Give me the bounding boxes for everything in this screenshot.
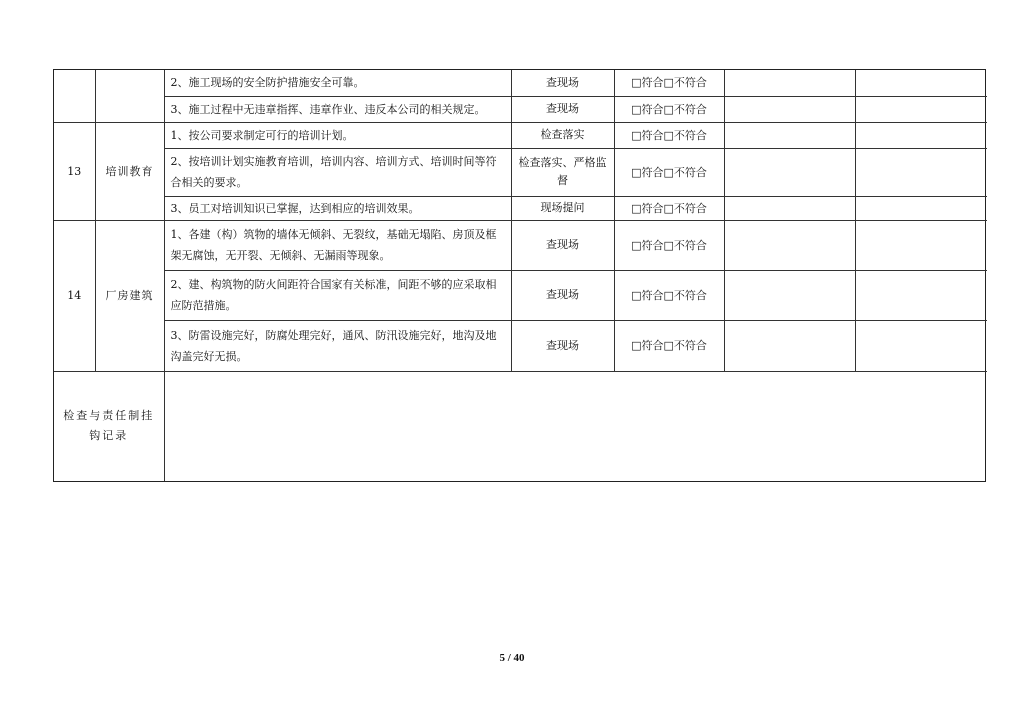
- table-row: [54, 196, 987, 220]
- blank-cell: [855, 96, 987, 122]
- record-label: 检查与责任制挂钩记录: [54, 371, 164, 481]
- record-row: [54, 371, 987, 481]
- blank-cell: [855, 270, 987, 320]
- page-number: 5 / 40: [499, 652, 525, 664]
- result-cell[interactable]: □符合□不符合: [614, 122, 724, 148]
- method-cell: 查现场: [511, 220, 614, 270]
- blank-cell: [855, 148, 987, 196]
- blank-cell: [855, 196, 987, 220]
- blank-cell: [855, 70, 987, 96]
- table-row: [54, 320, 987, 371]
- method-cell: 现场提问: [511, 196, 614, 220]
- result-cell[interactable]: □符合□不符合: [614, 320, 724, 371]
- item-number: 14: [54, 220, 95, 371]
- blank-cell: [724, 270, 855, 320]
- table-row: [54, 70, 987, 96]
- result-cell[interactable]: □符合□不符合: [614, 96, 724, 122]
- blank-cell: [724, 320, 855, 371]
- blank-cell: [724, 220, 855, 270]
- blank-cell: [855, 220, 987, 270]
- method-cell: 查现场: [511, 70, 614, 96]
- blank-cell: [724, 70, 855, 96]
- number-cell-empty: [54, 70, 95, 122]
- blank-cell: [855, 320, 987, 371]
- item-number: 13: [54, 122, 95, 220]
- blank-cell: [855, 122, 987, 148]
- blank-cell: [724, 96, 855, 122]
- content-cell: 2、按培训计划实施教育培训，培训内容、培训方式、培训时间等符合相关的要求。: [164, 148, 511, 196]
- method-cell: 检查落实: [511, 122, 614, 148]
- item-name: 厂房建筑: [95, 220, 164, 371]
- content-cell: 1、按公司要求制定可行的培训计划。: [164, 122, 511, 148]
- result-cell[interactable]: □符合□不符合: [614, 196, 724, 220]
- method-cell: 查现场: [511, 96, 614, 122]
- result-cell[interactable]: □符合□不符合: [614, 220, 724, 270]
- result-cell[interactable]: □符合□不符合: [614, 70, 724, 96]
- blank-cell: [724, 196, 855, 220]
- content-cell: 2、施工现场的安全防护措施安全可靠。: [164, 70, 511, 96]
- blank-cell: [724, 122, 855, 148]
- inspection-table: [54, 70, 987, 481]
- content-cell: 1、各建（构）筑物的墙体无倾斜、无裂纹，基础无塌陷、房顶及框架无腐蚀，无开裂、无倾斜、无漏雨等现象。: [164, 220, 511, 270]
- table-row: [54, 148, 987, 196]
- content-cell: 2、建、构筑物的防火间距符合国家有关标准，间距不够的应采取相应防范措施。: [164, 270, 511, 320]
- table-row: [54, 96, 987, 122]
- method-cell: 查现场: [511, 270, 614, 320]
- table-row: [54, 220, 987, 270]
- item-cell-empty: [95, 70, 164, 122]
- item-name: 培训教育: [95, 122, 164, 220]
- result-cell[interactable]: □符合□不符合: [614, 148, 724, 196]
- table-row: [54, 122, 987, 148]
- content-cell: 3、防雷设施完好，防腐处理完好，通风、防汛设施完好，地沟及地沟盖完好无损。: [164, 320, 511, 371]
- inspection-table-sheet: [53, 69, 986, 482]
- method-cell: 检查落实、严格监督: [511, 148, 614, 196]
- content-cell: 3、施工过程中无违章指挥、违章作业、违反本公司的相关规定。: [164, 96, 511, 122]
- table-row: [54, 270, 987, 320]
- method-cell: 查现场: [511, 320, 614, 371]
- record-content-field[interactable]: [164, 371, 987, 481]
- blank-cell: [724, 148, 855, 196]
- content-cell: 3、员工对培训知识已掌握，达到相应的培训效果。: [164, 196, 511, 220]
- result-cell[interactable]: □符合□不符合: [614, 270, 724, 320]
